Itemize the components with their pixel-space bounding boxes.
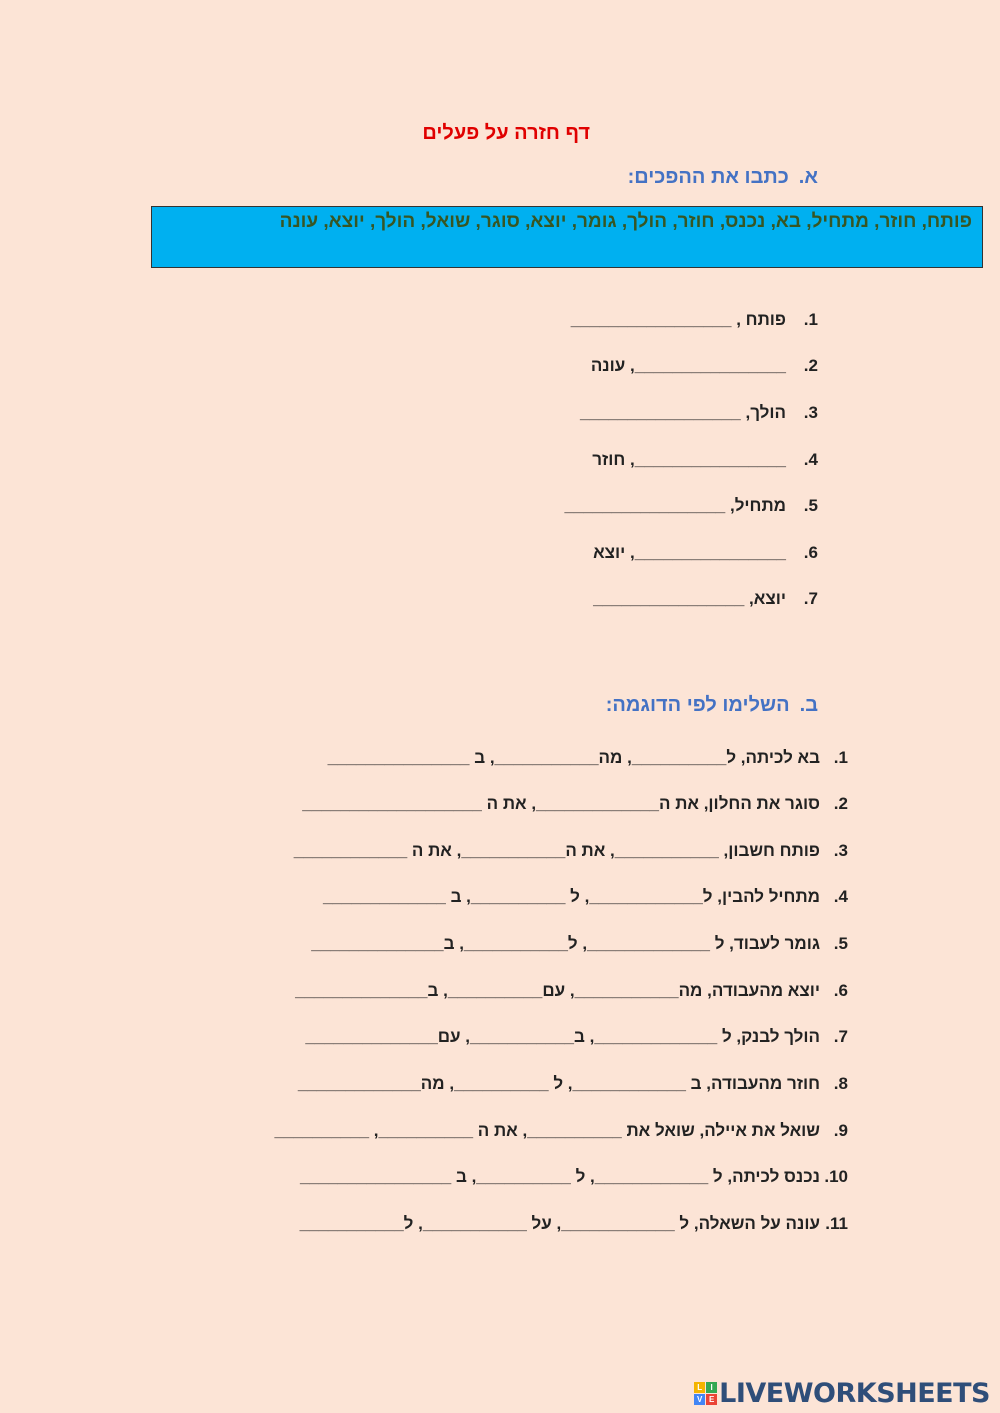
complete-item-1 <box>328 748 848 768</box>
complete-item-3 <box>294 841 848 861</box>
item-text[interactable]: יוצא, ________________ <box>593 589 786 608</box>
item-text[interactable]: בא לכיתה, ל__________, מה___________, ב _______________ <box>327 748 820 767</box>
item-text[interactable]: שואל את איילה, שואל את __________, את ה __________, __________ <box>274 1121 820 1140</box>
item-text[interactable]: ________________, עונה <box>590 356 786 375</box>
item-text[interactable]: הולך לבנק, ל _____________, ב___________, עם______________ <box>305 1027 820 1046</box>
opposite-item-7 <box>593 589 818 609</box>
opposite-item-3 <box>580 403 818 423</box>
item-number: 4. <box>803 450 818 469</box>
item-number: 9. <box>833 1121 848 1140</box>
item-text[interactable]: חוזר מהעבודה, ב ____________, ל __________, מה_____________ <box>297 1074 820 1093</box>
item-number: 6. <box>803 543 818 562</box>
item-number: 6. <box>833 981 848 1000</box>
logo-cell: V <box>694 1394 705 1405</box>
complete-item-11 <box>300 1214 848 1234</box>
item-number: 3. <box>803 403 818 422</box>
item-number: 11. <box>825 1214 848 1233</box>
section-b-heading <box>606 694 818 717</box>
section-b-title: השלימו לפי הדוגמה: <box>605 694 790 716</box>
item-number: 1. <box>833 748 848 767</box>
item-number: 1. <box>803 310 818 329</box>
item-text[interactable]: ________________, חוזר <box>592 450 786 469</box>
item-text[interactable]: הולך, _________________ <box>580 403 786 422</box>
item-text[interactable]: סוגר את החלון, את ה_____________, את ה ___________________ <box>302 794 820 813</box>
item-text[interactable]: פותח חשבון, ___________, את ה___________, את ה ____________ <box>293 841 820 860</box>
opposite-item-1 <box>571 310 818 330</box>
opposite-item-5 <box>565 496 818 516</box>
complete-item-5 <box>311 934 848 954</box>
item-text[interactable]: עונה על השאלה, ל ____________, על ___________, ל___________ <box>299 1214 820 1233</box>
logo-cell: L <box>694 1382 705 1393</box>
item-number: 2. <box>803 356 818 375</box>
section-b-letter: ב. <box>799 694 818 716</box>
item-text[interactable]: ________________, יוצא <box>593 543 786 562</box>
item-number: 7. <box>833 1027 848 1046</box>
item-text[interactable]: יוצא מהעבודה, מה___________, עם__________, ב______________ <box>295 981 820 1000</box>
complete-item-7 <box>305 1027 848 1047</box>
item-text[interactable]: גומר לעבוד, ל _____________, ל___________, ב______________ <box>311 934 820 953</box>
item-number: 5. <box>833 934 848 953</box>
opposite-item-2 <box>591 356 818 376</box>
section-a-title: כתבו את ההפכים: <box>627 166 789 188</box>
item-text[interactable]: נכנס לכיתה, ל ____________, ל __________, ב ________________ <box>299 1167 820 1186</box>
item-text[interactable]: מתחיל להבין, ל____________, ל __________, ב _____________ <box>322 887 820 906</box>
worksheet-title: דף חזרה על פעלים <box>422 122 590 144</box>
item-text[interactable]: מתחיל, _________________ <box>564 496 786 515</box>
logo-mark-icon <box>694 1382 717 1405</box>
complete-item-8 <box>298 1074 848 1094</box>
complete-item-6 <box>295 981 848 1001</box>
opposite-item-4 <box>592 450 818 470</box>
item-number: 2. <box>833 794 848 813</box>
complete-item-2 <box>302 794 848 814</box>
logo-cell: I <box>706 1382 717 1393</box>
complete-item-4 <box>323 887 848 907</box>
item-number: 7. <box>803 589 818 608</box>
item-number: 5. <box>803 496 818 515</box>
word-bank-box <box>151 206 983 268</box>
complete-item-9 <box>274 1121 848 1141</box>
complete-item-10 <box>300 1167 848 1187</box>
item-number: 3. <box>833 841 848 860</box>
item-number: 8. <box>833 1074 848 1093</box>
item-number: 10. <box>824 1167 848 1186</box>
word-bank-text: פותח, חוזר, מתחיל, בא, נכנס, חוזר, הולך, גומר, יוצא, סוגר, שואל, הולך, יוצא, עונה <box>279 211 972 232</box>
item-text[interactable]: פותח , _________________ <box>570 310 786 329</box>
logo-cell: E <box>706 1394 717 1405</box>
logo-text: LIVEWORKSHEETS <box>719 1378 990 1409</box>
item-number: 4. <box>833 887 848 906</box>
section-a-letter: א. <box>798 166 818 188</box>
opposite-item-6 <box>593 543 818 563</box>
liveworksheets-logo <box>694 1378 990 1409</box>
section-a-heading <box>628 166 818 189</box>
